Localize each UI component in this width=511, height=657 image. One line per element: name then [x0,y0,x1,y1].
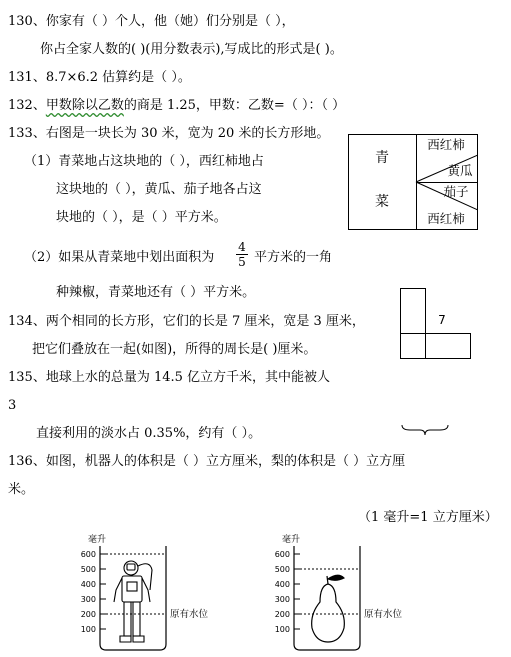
pear-icon [312,575,345,642]
beaker2-water-label: 原有水位 [364,609,403,620]
beaker1-unit-label: 毫升 [88,535,107,545]
q133-sub2-post: 平方米的一角 [254,250,333,265]
q133-sub1-line3: 块地的（ ），是（ ）平方米。 [56,210,227,225]
beaker2-unit-label: 毫升 [282,535,301,545]
beaker1-tick-100: 100 [80,625,96,634]
q135-line1: 135、地球上水的总量为 14.5 亿立方千米，其中能被人 [8,370,331,385]
q132-rest: 的商是 1.25，甲数：乙数=（ ）：（ ） [123,98,346,113]
beaker1-tick-300: 300 [80,595,96,604]
q133-sub2-pre: （2）如果从青菜地中划出面积为 [24,250,215,265]
beaker-pear [258,532,438,652]
beaker1-tick-200: 200 [80,610,96,619]
brace-mark [400,424,450,436]
q131-line: 131、8.7×6.2 估算约是（ ）。 [8,70,191,85]
label-qing: 青 [375,150,389,166]
label-xihongshi-top: 西红柿 [427,137,465,152]
q130-line2: 你占全家人数的( )(用分数表示),写成比的形式是( )。 [40,42,343,57]
beaker2-tick-500: 500 [274,565,290,574]
q133-fraction [236,241,248,268]
label-cai: 菜 [375,194,389,210]
label-xihongshi-bottom: 西红柿 [427,211,465,226]
q135-line1b: 3 [8,398,17,413]
beaker1-tick-600: 600 [80,550,96,559]
q133-line1: 133、右图是一块长为 30 米，宽为 20 米的长方形地。 [8,126,330,141]
q136-note: （1 毫升=1 立方厘米） [358,510,498,525]
q133-sub2-line2: 种辣椒，青菜地还有（ ）平方米。 [56,285,256,300]
label-7: 7 [438,313,446,327]
fraction-denominator: 5 [238,255,246,269]
beaker2-outline [294,546,360,650]
q130-line1: 130、你家有（ ）个人，他（她）们分别是（ ）， [8,14,295,29]
robot-icon [114,561,152,642]
vertical-rectangle [401,289,426,359]
beaker2-tick-100: 100 [274,625,290,634]
q135-line2: 直接利用的淡水占 0.35%，约有（ ）。 [36,426,262,441]
q134-line2: 把它们叠放在一起(如图)，所得的周长是( )厘米。 [32,342,317,357]
q132-line [8,98,345,114]
rectangles-diagram [400,288,480,360]
beaker-robot [64,532,244,652]
q136-line1: 136、如图，机器人的体积是（ ）立方厘米，梨的体积是（ ）立方厘 [8,454,406,469]
label-huanggua: 黄瓜 [447,163,473,178]
field-diagram [348,134,478,230]
q134-line1: 134、两个相同的长方形，它们的长是 7 厘米，宽是 3 厘米， [8,314,365,329]
beaker2-tick-300: 300 [274,595,290,604]
q132-wavy-text: 甲数除以乙数 [45,98,124,113]
horizontal-rectangle [401,334,471,359]
beaker2-ticks [275,550,300,634]
q136-line2: 米。 [8,482,35,497]
label-qiezi: 茄子 [443,184,469,199]
beaker1-tick-400: 400 [80,580,96,589]
beaker2-tick-400: 400 [274,580,290,589]
beaker1-tick-500: 500 [80,565,96,574]
beaker2-tick-600: 600 [274,550,290,559]
fraction-numerator: 4 [238,240,246,254]
q132-prefix: 132、 [8,98,46,113]
beaker2-tick-200: 200 [274,610,290,619]
q133-sub1-line1: （1）青菜地占这块地的（ ），西红柿地占 [24,154,264,169]
beaker1-ticks [81,550,106,634]
beaker1-water-label: 原有水位 [170,609,209,620]
q133-sub1-line2: 这块地的（ ），黄瓜、茄子地各占这 [56,182,262,197]
